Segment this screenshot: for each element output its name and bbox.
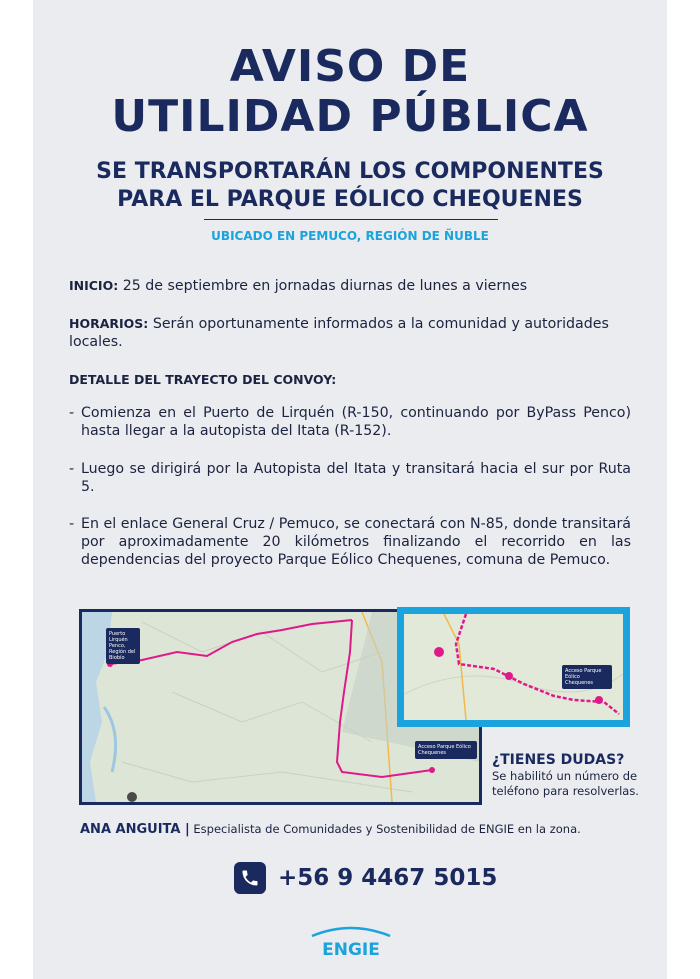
subtitle-line1: SE TRANSPORTARÁN LOS COMPONENTES <box>96 159 604 184</box>
horarios-text: Serán oportunamente informados a la comunidad y autoridades locales. <box>69 316 609 350</box>
map-label-end: Acceso Parque Eólico Chequenes <box>415 741 477 759</box>
detalle-label: DETALLE DEL TRAYECTO DEL CONVOY: <box>69 372 337 387</box>
inicio-paragraph <box>69 277 631 295</box>
faq-text: Se habilitó un número de teléfono para resolverlas. <box>492 769 639 798</box>
location-text: UBICADO EN PEMUCO, REGIÓN DE ÑUBLE <box>211 229 489 243</box>
contact-line <box>80 822 581 837</box>
horarios-label: HORARIOS: <box>69 316 149 331</box>
svg-text:ENGIE: ENGIE <box>322 940 380 960</box>
end-marker <box>429 767 435 773</box>
route-item-1 <box>69 404 631 440</box>
subtitle-line2: PARA EL PARQUE EÓLICO CHEQUENES <box>117 187 583 212</box>
bullet-dash: - <box>69 405 75 421</box>
phone-icon <box>234 862 266 894</box>
map-inset <box>397 607 630 727</box>
route-item-text: Luego se dirigirá por la Autopista del Itata y transitará hacia el sur por Ruta 5. <box>81 461 631 495</box>
route-item-3 <box>69 515 631 569</box>
divider <box>204 219 498 220</box>
engie-logo <box>306 922 396 962</box>
notice-title-line1: AVISO DE <box>229 41 471 92</box>
bullet-dash: - <box>69 461 75 477</box>
map-inset-body <box>404 614 623 720</box>
route-item-2 <box>69 460 631 496</box>
phone-number: +56 9 4467 5015 <box>278 865 498 891</box>
route-item-text: En el enlace General Cruz / Pemuco, se conectará con N-85, donde transitará por aproximadamente 20 kilómetros finalizando el recorrido en las dependencias del proyecto Parque Eólico Chequenes, comuna de Pemuco. <box>81 516 631 568</box>
inset-label: Acceso Parque Eólico Chequenes <box>562 665 612 689</box>
route-item-text: Comienza en el Puerto de Lirquén (R-150, continuando por ByPass Penco) hasta llegar a la autopista del Itata (R-152). <box>81 405 631 439</box>
map-label-start: Puerto Lirquén Penco, Región del Biobío <box>106 628 140 664</box>
contact-name: ANA ANGUITA | <box>80 822 190 837</box>
inicio-label: INICIO: <box>69 278 119 293</box>
horarios-paragraph <box>69 315 631 351</box>
detalle-heading <box>69 371 631 389</box>
phone-block <box>234 862 497 894</box>
contact-role: Especialista de Comunidades y Sostenibilidad de ENGIE en la zona. <box>193 822 581 836</box>
notice-title-line2: UTILIDAD PÚBLICA <box>111 91 589 142</box>
scale-icon <box>127 792 137 802</box>
faq-question: ¿TIENES DUDAS? <box>492 752 625 768</box>
bullet-dash: - <box>69 516 75 532</box>
inicio-text: 25 de septiembre en jornadas diurnas de lunes a viernes <box>122 278 528 294</box>
